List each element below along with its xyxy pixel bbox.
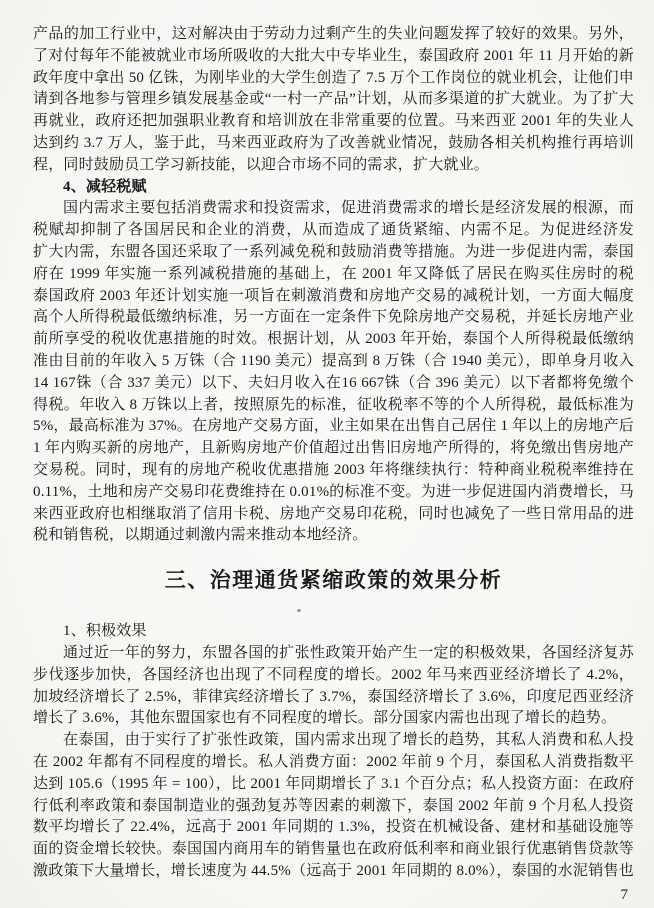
text-line: 了对付每年不能被就业市场所吸收的大批大中专毕业生，泰国政府 2001 年 11 月开始的新 xyxy=(33,47,634,64)
text-line: 税赋却抑制了各国居民和企业的消费，从而造成了通货紧缩、内需不足。为促进经济发 xyxy=(33,222,634,239)
text-line: 得税。年收入 8 万铢以上者，按照原先的标准，征收税率不等的个人所得税，最低标准为 xyxy=(33,396,634,413)
text-line: 激政策下大量增长，增长速度为 44.5%（远高于 2001 年同期的 8.0%），泰国的水泥销售也 xyxy=(33,862,634,879)
text-line: 程，同时鼓励员工学习新技能，以迎合市场不同的需求，扩大就业。 xyxy=(33,156,490,173)
text-line: 加坡经济增长了 2.5%，菲律宾经济增长了 3.7%，泰国经济增长了 3.6%，印度尼西亚经济 xyxy=(33,688,634,705)
text-line: 5%，最高标准为 37%。在房地产交易方面，业主如果在出售自己居住 1 年以上的房地产后 xyxy=(33,418,634,435)
text-line: 来西亚政府也相继取消了信用卡税、房地产交易印花税，同时也减免了一些日常用品的进 xyxy=(33,505,634,522)
scan-artifact-speck xyxy=(297,609,301,612)
text-line: 府在 1999 年实施一系列减税措施的基础上，在 2001 年又降低了居民在购买住房时的税 xyxy=(33,265,634,282)
text-column xyxy=(33,24,634,905)
text-line: 税和销售税，以期通过刺激内需来推动本地经济。 xyxy=(33,527,368,544)
body-text-bottom xyxy=(33,621,634,883)
text-line: 在 2002 年都有不同程度的增长。私人消费方面：2002 年前 9 个月，泰国私人消费指数平 xyxy=(33,753,634,770)
text-line: 通过近一年的努力，东盟各国的扩张性政策开始产生一定的积极效果，各国经济复苏 xyxy=(63,644,634,661)
text-line: 1 年内购买新的房地产，且新购房地产价值超过出售旧房地产所得的，将免缴出售房地产 xyxy=(33,440,634,457)
page-number: 7 xyxy=(620,886,628,903)
text-line: 交易税。同时，现有的房地产税收优惠措施 2003 年将继续执行：特种商业税税率维持在 xyxy=(33,461,634,478)
text-line: 前所享受的税收优惠措施的时效。根据计划，从 2003 年开始，泰国个人所得税最低缴纳 xyxy=(33,331,634,348)
text-line: 扩大内需，东盟各国还采取了一系列减免税和鼓励消费等措施。为进一步促进内需，泰国 xyxy=(33,243,634,260)
text-line: 高个人所得税最低缴纳标准，另一方面在一定条件下免除房地产交易税，并延长房地产业 xyxy=(33,309,634,326)
text-line: 1、积极效果 xyxy=(63,623,147,640)
text-line: 0.11%，土地和房产交易印花费维持在 0.01%的标准不变。为进一步促进国内消费增长，马 xyxy=(33,483,634,500)
text-line: 4、减轻税赋 xyxy=(63,178,147,195)
text-line: 请到各地参与管理乡镇发展基金或“一村一产品”计划，从而多渠道的扩大就业。为了扩大 xyxy=(33,91,634,108)
text-line: 国内需求主要包括消费需求和投资需求，促进消费需求的增长是经济发展的根源，而 xyxy=(63,200,634,217)
text-line: 在泰国，由于实行了扩张性政策，国内需求出现了增长的趋势，其私人消费和私人投 xyxy=(63,732,634,749)
text-line: 准由目前的年收入 5 万铢（合 1190 美元）提高到 8 万铢（合 1940 美元），即单身月收入 xyxy=(33,352,634,369)
text-line: 再就业，政府还把加强职业教育和培训放在非常重要的位置。马来西亚 2001 年的失业人 xyxy=(33,113,634,130)
section-heading: 三、治理通货紧缩政策的效果分析 xyxy=(164,568,503,593)
text-line: 产品的加工行业中，这对解决由于劳动力过剩产生的失业问题发挥了较好的效果。另外， xyxy=(33,26,634,42)
text-line: 数平均增长了 22.4%，远高于 2001 年同期的 1.3%，投资在机械设备、建材和基础设施等 xyxy=(33,819,634,836)
text-line: 行低利率政策和泰国制造业的强劲复苏等因素的刺激下，泰国 2002 年前 9 个月私人投资 xyxy=(33,797,634,814)
text-line: 泰国政府 2003 年还计划实施一项旨在刺激消费和房地产交易的减税计划，一方面大幅度 xyxy=(33,287,634,304)
text-line: 增长了 3.6%，其他东盟国家也有不同程度的增长。部分国家内需也出现了增长的趋势。 xyxy=(33,710,617,727)
body-text-top xyxy=(33,24,634,547)
text-line: 达到约 3.7 万人，鉴于此，马来西亚政府为了改善就业情况，鼓励各相关机构推行再培训 xyxy=(33,134,634,151)
text-line: 步伐逐步加快，各国经济也出现了不同程度的增长。2002 年马来西亚经济增长了 4.2%， xyxy=(33,666,634,683)
text-line: 政年度中拿出 50 亿铢，为刚毕业的大学生创造了 7.5 万个工作岗位的就业机会，让他们申 xyxy=(33,69,634,86)
text-line: 达到 105.6（1995 年 = 100），比 2001 年同期增长了 3.1 个百分点；私人投资方面：在政府 xyxy=(33,775,634,792)
text-line: 14 167铢（合 337 美元）以下、夫妇月收入在16 667铢（合 396 美元）以下者都将免缴个 xyxy=(33,374,634,391)
text-line: 面的资金增长较快。泰国国内商用车的销售量也在政府低利率和商业银行优惠销售贷款等 xyxy=(33,841,634,858)
